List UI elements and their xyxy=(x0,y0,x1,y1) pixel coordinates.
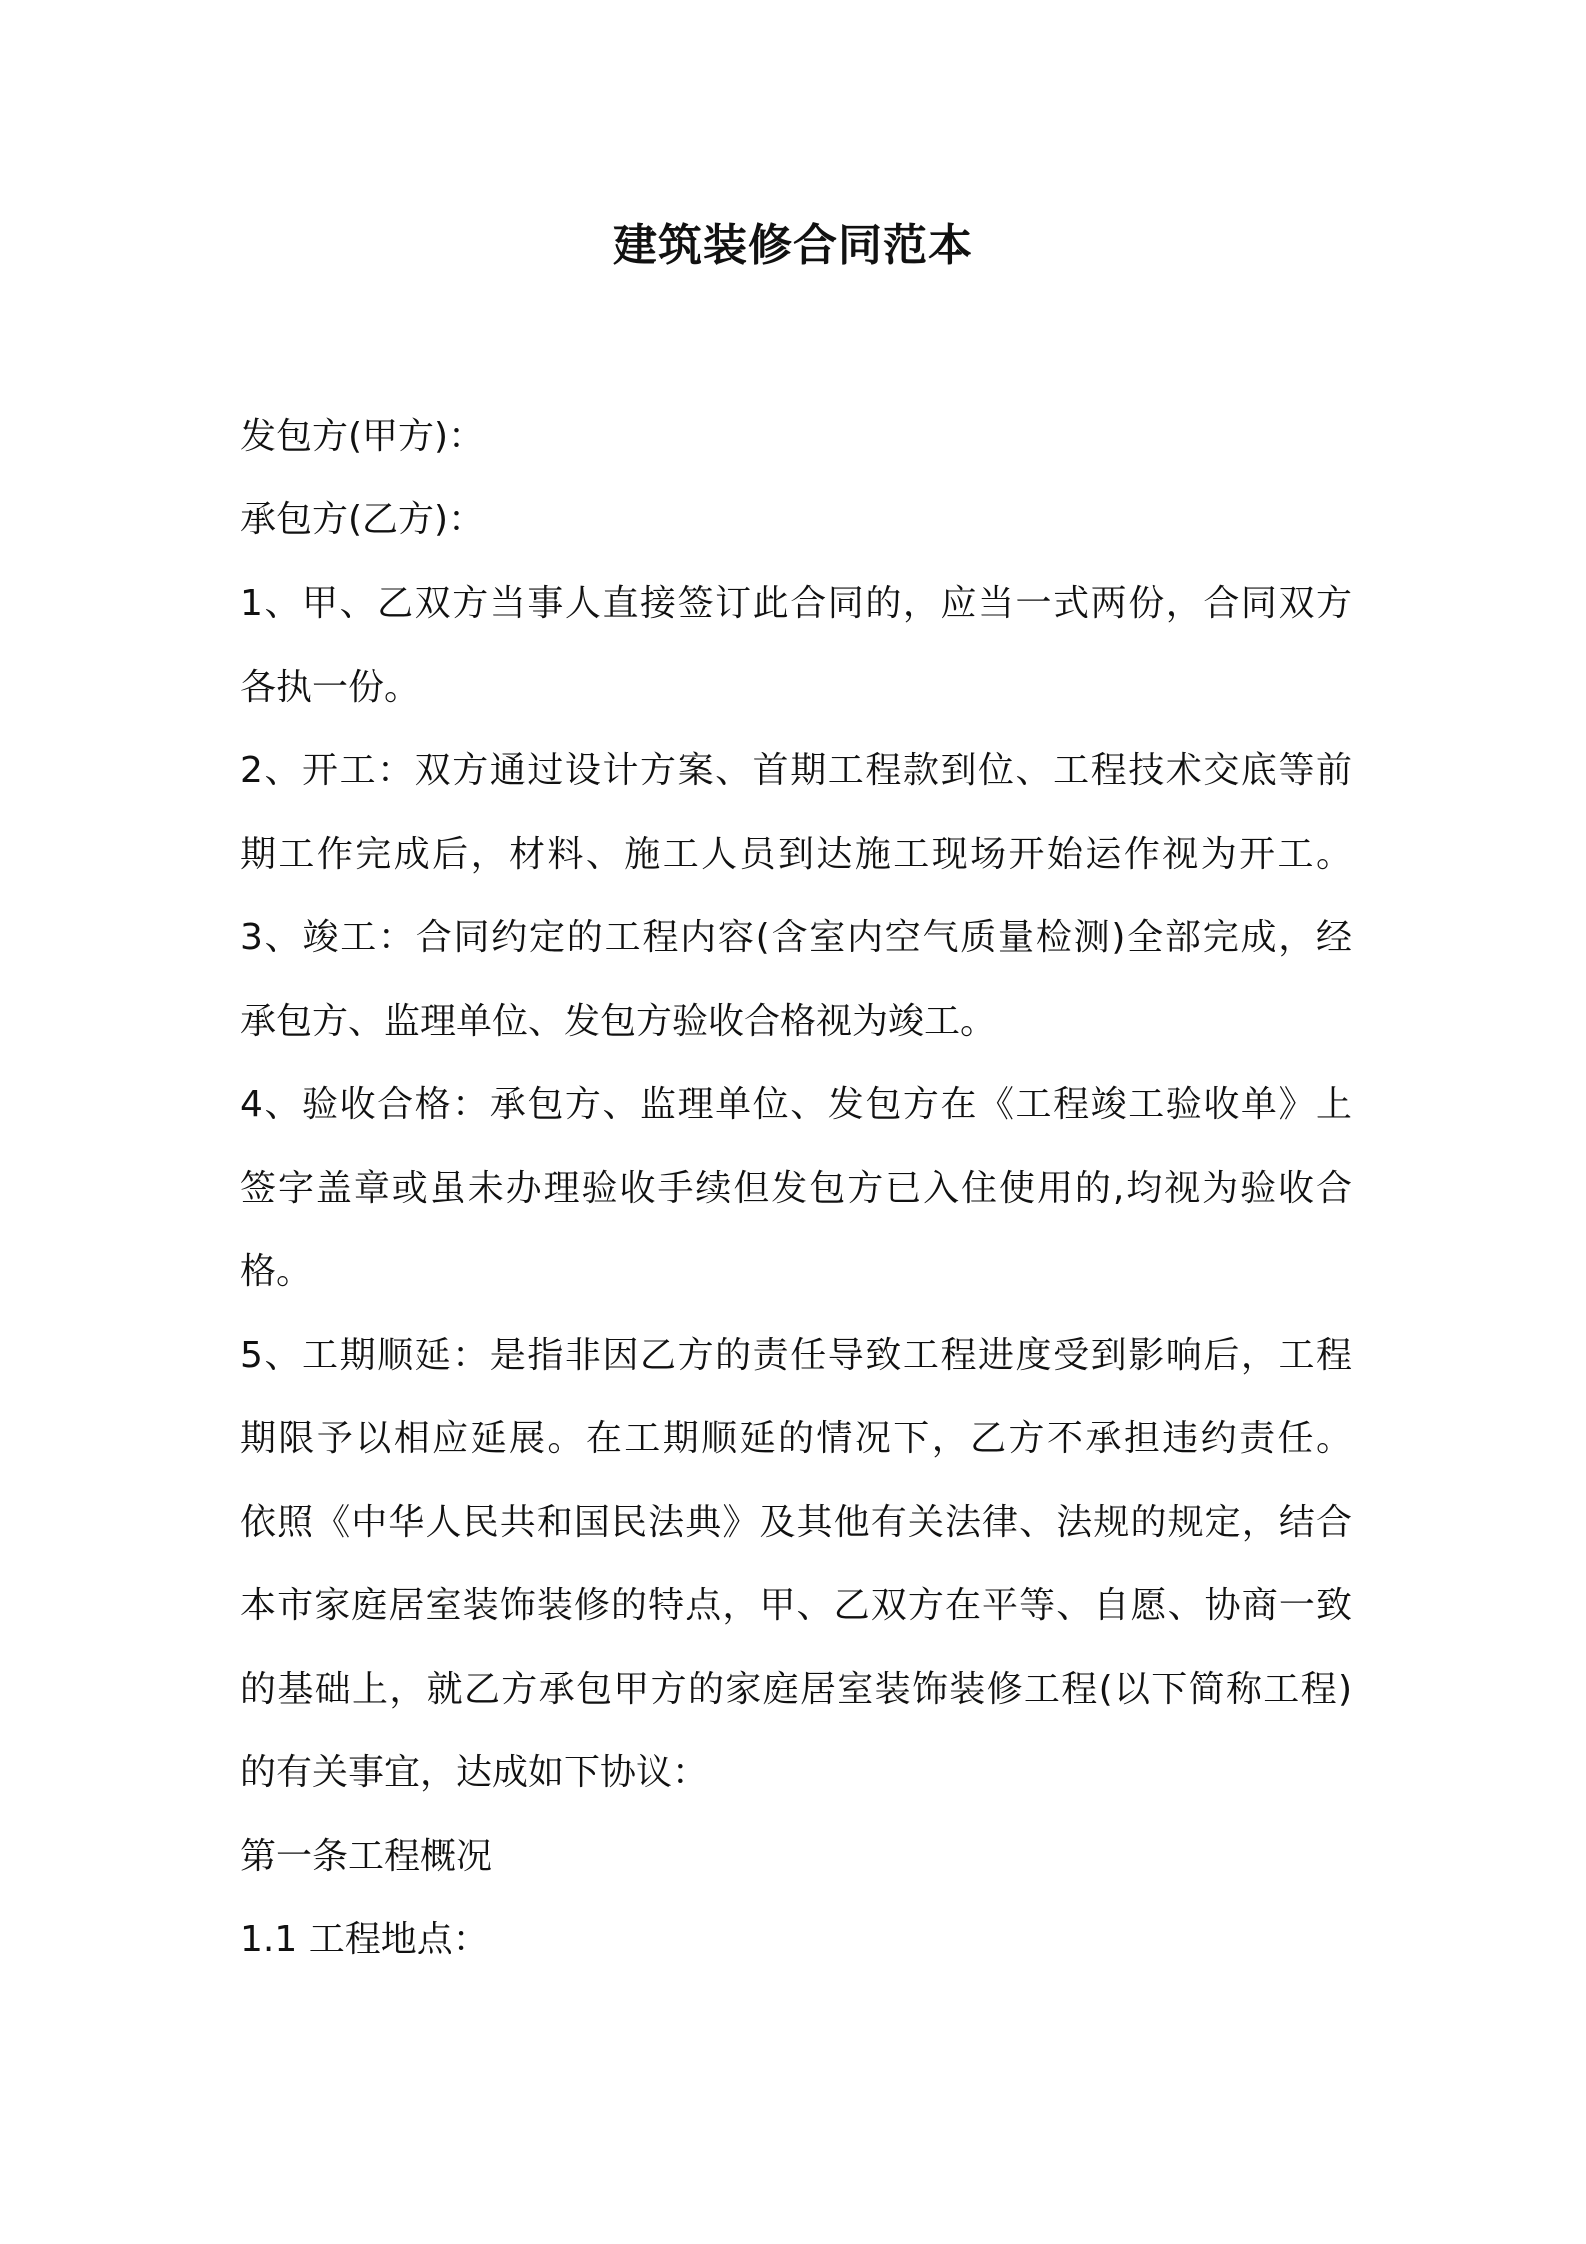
clause-5-line-2: 期限予以相应延展。在工期顺延的情况下，乙方不承担违约责任。 xyxy=(240,1418,1352,1459)
clause-1-line-2: 各执一份。 xyxy=(240,667,421,708)
document-title: 建筑装修合同范本 xyxy=(613,220,973,271)
preamble-line-1: 依照《中华人民共和国民法典》及其他有关法律、法规的规定，结合 xyxy=(240,1502,1352,1543)
clause-1-line-1: 1、甲、乙双方当事人直接签订此合同的，应当一式两份，合同双方 xyxy=(240,583,1352,624)
party-a-line: 发包方(甲方)： xyxy=(240,416,485,457)
article-1-heading: 第一条工程概况 xyxy=(240,1836,493,1877)
clause-2-line-2: 期工作完成后，材料、施工人员到达施工现场开始运作视为开工。 xyxy=(240,834,1352,875)
clause-4-line-3: 格。 xyxy=(240,1251,313,1292)
clause-2-line-1: 2、开工：双方通过设计方案、首期工程款到位、工程技术交底等前 xyxy=(240,750,1352,791)
clause-4-line-2: 签字盖章或虽未办理验收手续但发包方已入住使用的,均视为验收合 xyxy=(240,1168,1352,1209)
clause-4-line-1: 4、验收合格：承包方、监理单位、发包方在《工程竣工验收单》上 xyxy=(240,1084,1352,1125)
preamble-line-2: 本市家庭居室装饰装修的特点，甲、乙双方在平等、自愿、协商一致 xyxy=(240,1585,1352,1626)
clause-3-line-2: 承包方、监理单位、发包方验收合格视为竣工。 xyxy=(240,1001,997,1042)
preamble-line-4: 的有关事宜，达成如下协议： xyxy=(240,1752,709,1793)
clause-5-line-1: 5、工期顺延：是指非因乙方的责任导致工程进度受到影响后，工程 xyxy=(240,1335,1352,1376)
clause-3-line-1: 3、竣工：合同约定的工程内容(含室内空气质量检测)全部完成，经 xyxy=(240,917,1352,958)
item-1-1-project-location: 1.1 工程地点： xyxy=(240,1919,489,1960)
preamble-line-3: 的基础上，就乙方承包甲方的家庭居室装饰装修工程(以下简称工程) xyxy=(240,1669,1352,1710)
party-b-line: 承包方(乙方)： xyxy=(240,499,485,540)
